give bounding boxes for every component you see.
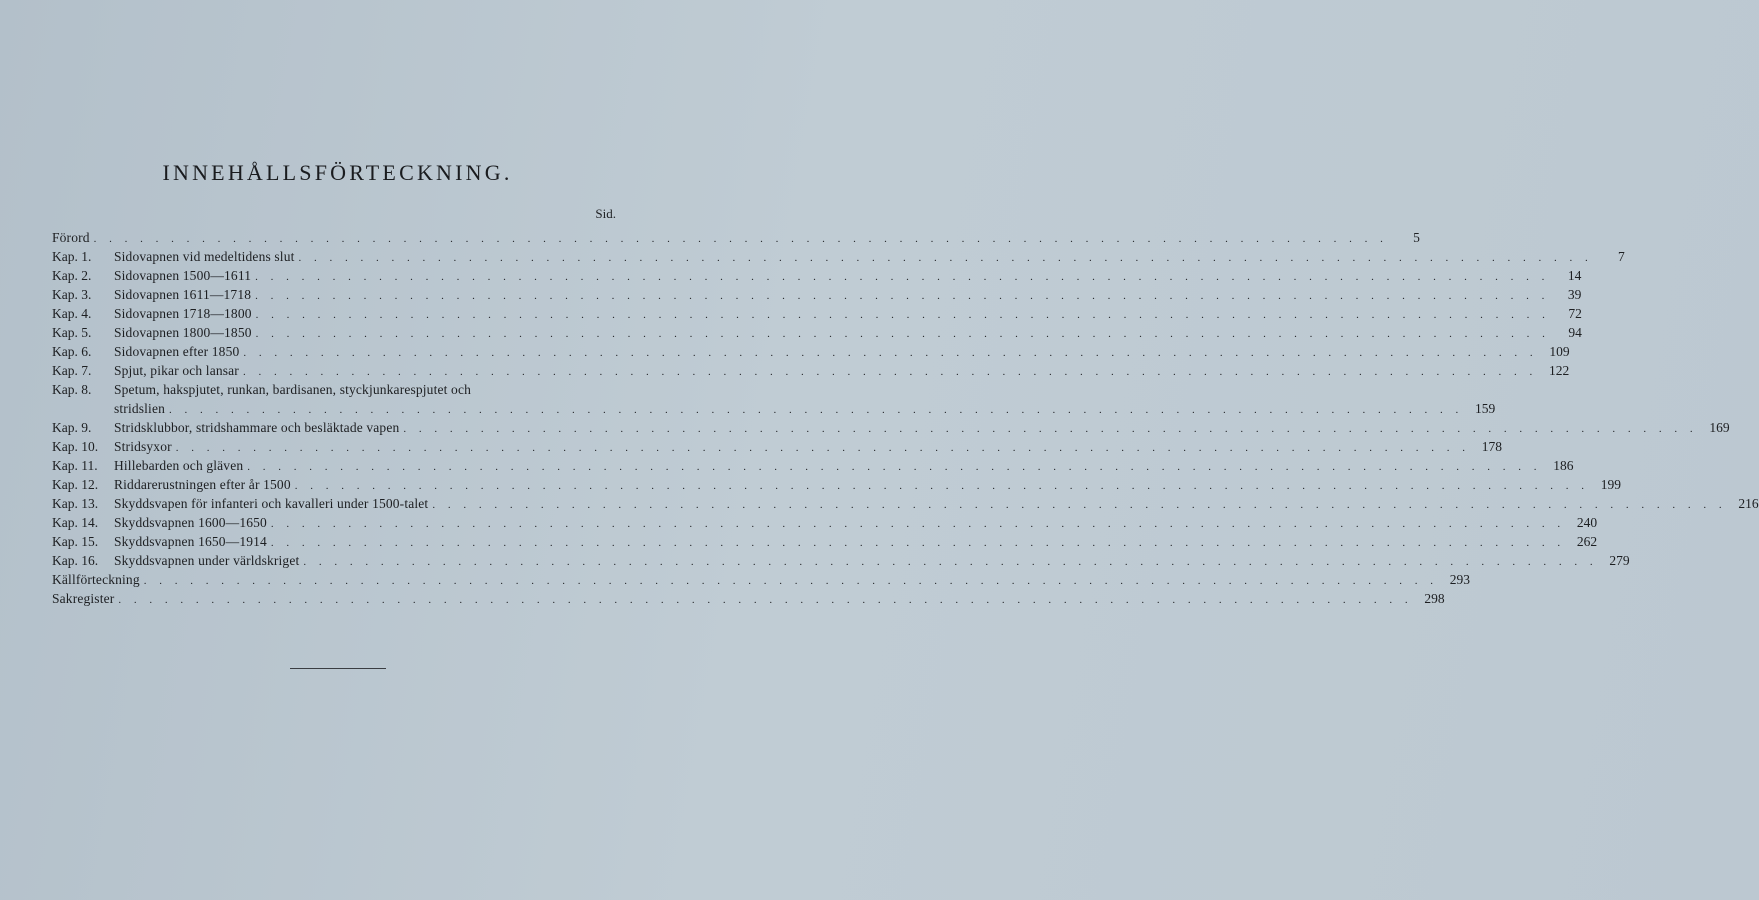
chapter-title: Förord: [52, 230, 90, 245]
chapter-title: stridslien: [114, 401, 165, 416]
page-number: 94: [1568, 325, 1582, 340]
page-column-header: Sid.: [595, 206, 616, 221]
toc-entry: [52, 589, 1445, 608]
dot-leader: . . . . . . . . . . . . . . . . . . . . . . . . . . . . . . . . . . . . . . . . . . . . . . . . . . . . . . . . . . . . . . . . . . . . . . . . . . . . . . . . . . . .: [255, 271, 1550, 283]
toc-entry: [52, 532, 1598, 551]
toc-entry: [52, 285, 1582, 304]
page-number: 199: [1600, 477, 1621, 492]
chapter-title: Spetum, hakspjutet, runkan, bardisanen, styckjunkarespjutet och: [114, 382, 471, 397]
toc-entry: [52, 456, 1574, 475]
page-number: 240: [1576, 515, 1598, 530]
table-of-contents: [52, 228, 1759, 608]
chapter-number: Kap. 6.: [52, 344, 92, 359]
dot-leader: . . . . . . . . . . . . . . . . . . . . . . . . . . . . . . . . . . . . . . . . . . . . . . . . . . . . . . . . . . . . . . . . . . . . . . . . . . . . . . . . . . . .: [255, 290, 1550, 302]
page-number: 279: [1609, 553, 1630, 568]
page-number: 293: [1449, 572, 1470, 587]
page-number: 159: [1475, 401, 1496, 416]
chapter-number: Kap. 5.: [52, 325, 92, 340]
chapter-number: Kap. 16.: [52, 553, 99, 568]
chapter-title: Sidovapnen 1611—1718: [114, 287, 252, 302]
page-number: 169: [1709, 420, 1730, 435]
chapter-title: Hillebarden och gläven: [114, 458, 244, 473]
chapter-title: Sidovapnen 1800—1850: [114, 325, 252, 340]
chapter-title: Källförteckning: [52, 572, 140, 587]
dot-leader: . . . . . . . . . . . . . . . . . . . . . . . . . . . . . . . . . . . . . . . . . . . . . . . . . . . . . . . . . . . . . . . . . . . . . . . . . . . . . . . . . . . .: [118, 594, 1413, 606]
chapter-number: Kap. 3.: [52, 287, 92, 302]
chapter-number: Kap. 11.: [52, 458, 98, 473]
chapter-number: Kap. 12.: [52, 477, 99, 492]
chapter-title: Skyddsvapen för infanteri och kavalleri under 1500-talet: [114, 496, 429, 511]
chapter-number: Kap. 1.: [52, 249, 92, 264]
dot-leader: . . . . . . . . . . . . . . . . . . . . . . . . . . . . . . . . . . . . . . . . . . . . . . . . . . . . . . . . . . . . . . . . . . . . . . . . . . . . . . . . . . . .: [270, 518, 1566, 530]
toc-entry: [52, 513, 1598, 532]
toc-entry: [52, 551, 1630, 570]
dot-leader: . . . . . . . . . . . . . . . . . . . . . . . . . . . . . . . . . . . . . . . . . . . . . . . . . . . . . . . . . . . . . . . . . . . . . . . . . . . . . . . . . . . .: [242, 366, 1538, 378]
section-divider: [290, 668, 386, 669]
toc-entry: [52, 475, 1621, 494]
dot-leader: . . . . . . . . . . . . . . . . . . . . . . . . . . . . . . . . . . . . . . . . . . . . . . . . . . . . . . . . . . . . . . . . . . . . . . . . . . . . . . . . . . . .: [169, 404, 1464, 416]
chapter-title: Skyddsvapnen 1600—1650: [114, 515, 267, 530]
dot-leader: . . . . . . . . . . . . . . . . . . . . . . . . . . . . . . . . . . . . . . . . . . . . . . . . . . . . . . . . . . . . . . . . . . . . . . . . . . . . . . . . . . . .: [255, 309, 1550, 321]
page-number: 178: [1481, 439, 1503, 454]
toc-entry: [52, 247, 1625, 266]
chapter-title: Spjut, pikar och lansar: [114, 363, 239, 378]
chapter-number: Kap. 7.: [52, 363, 92, 378]
toc-entry: [52, 399, 1496, 418]
dot-leader: . . . . . . . . . . . . . . . . . . . . . . . . . . . . . . . . . . . . . . . . . . . . . . . . . . . . . . . . . . . . . . . . . . . . . . . . . . . . . . . . . . . .: [303, 556, 1598, 568]
page-number: 72: [1568, 306, 1582, 321]
toc-entry: [52, 380, 618, 399]
dot-leader: . . . . . . . . . . . . . . . . . . . . . . . . . . . . . . . . . . . . . . . . . . . . . . . . . . . . . . . . . . . . . . . . . . . . . . . . . . . . . . . . . . . .: [247, 461, 1542, 473]
chapter-title: Sidovapnen 1500—1611: [114, 268, 252, 283]
toc-entry: [52, 266, 1582, 285]
chapter-title: Skyddsvapnen 1650—1914: [114, 534, 267, 549]
page-number: 216: [1738, 496, 1759, 511]
dot-leader: . . . . . . . . . . . . . . . . . . . . . . . . . . . . . . . . . . . . . . . . . . . . . . . . . . . . . . . . . . . . . . . . . . . . . . . . . . . . . . . . . . . .: [294, 480, 1589, 492]
page-number: 262: [1576, 534, 1598, 549]
dot-leader: . . . . . . . . . . . . . . . . . . . . . . . . . . . . . . . . . . . . . . . . . . . . . . . . . . . . . . . . . . . . . . . . . . . . . . . . . . . . . . . . . . . .: [143, 575, 1438, 587]
chapter-number: Kap. 8.: [52, 382, 92, 397]
dot-leader: . . . . . . . . . . . . . . . . . . . . . . . . . . . . . . . . . . . . . . . . . . . . . . . . . . . . . . . . . . . . . . . . . . . . . . . . . . . . . . . . . . . .: [255, 328, 1550, 340]
chapter-number: Kap. 13.: [52, 496, 99, 511]
chapter-title: Sakregister: [52, 591, 115, 606]
chapter-title: Sidovapnen 1718—1800: [114, 306, 252, 321]
toc-entry: [52, 342, 1570, 361]
chapter-title: Stridsklubbor, stridshammare och besläktade vapen: [114, 420, 400, 435]
toc-entry: [52, 361, 1570, 380]
toc-entry: [52, 437, 1503, 456]
chapter-number: Kap. 9.: [52, 420, 92, 435]
page-number: 5: [1413, 230, 1420, 245]
toc-entry: [52, 494, 1759, 513]
page-title: INNEHÅLLSFÖRTECKNING.: [162, 160, 513, 185]
page-number: 7: [1618, 249, 1625, 264]
chapter-title: Sidovapnen efter 1850: [114, 344, 240, 359]
dot-leader: . . . . . . . . . . . . . . . . . . . . . . . . . . . . . . . . . . . . . . . . . . . . . . . . . . . . . . . . . . . . . . . . . . . . . . . . . . . . . . . . . . . .: [403, 423, 1698, 435]
page-number: 39: [1567, 287, 1582, 302]
dot-leader: . . . . . . . . . . . . . . . . . . . . . . . . . . . . . . . . . . . . . . . . . . . . . . . . . . . . . . . . . . . . . . . . . . . . . . . . . . . . . . . . . . . .: [93, 233, 1388, 245]
dot-leader: . . . . . . . . . . . . . . . . . . . . . . . . . . . . . . . . . . . . . . . . . . . . . . . . . . . . . . . . . . . . . . . . . . . . . . . . . . . . . . . . . . . .: [175, 442, 1471, 454]
chapter-title: Stridsyxor: [114, 439, 172, 454]
chapter-title: Skyddsvapnen under världskriget: [114, 553, 300, 568]
toc-entry: [52, 418, 1730, 437]
dot-leader: . . . . . . . . . . . . . . . . . . . . . . . . . . . . . . . . . . . . . . . . . . . . . . . . . . . . . . . . . . . . . . . . . . . . . . . . . . . . . . . . . . . .: [270, 537, 1566, 549]
dot-leader: . . . . . . . . . . . . . . . . . . . . . . . . . . . . . . . . . . . . . . . . . . . . . . . . . . . . . . . . . . . . . . . . . . . . . . . . . . . . . . . . . . . .: [298, 252, 1593, 264]
dot-leader: . . . . . . . . . . . . . . . . . . . . . . . . . . . . . . . . . . . . . . . . . . . . . . . . . . . . . . . . . . . . . . . . . . . . . . . . . . . . . . . . . . . .: [432, 499, 1727, 511]
page-number: 122: [1548, 363, 1570, 378]
chapter-title: Sidovapnen vid medeltidens slut: [114, 249, 295, 264]
chapter-number: Kap. 15.: [52, 534, 99, 549]
toc-entry: [52, 570, 1470, 589]
page-number: 14: [1567, 268, 1582, 283]
toc-entry: [52, 304, 1582, 323]
page-number: 109: [1549, 344, 1570, 359]
dot-leader: . . . . . . . . . . . . . . . . . . . . . . . . . . . . . . . . . . . . . . . . . . . . . . . . . . . . . . . . . . . . . . . . . . . . . . . . . . . . . . . . . . . .: [243, 347, 1538, 359]
chapter-title: Riddarerustningen efter år 1500: [114, 477, 291, 492]
chapter-number: Kap. 14.: [52, 515, 99, 530]
chapter-number: Kap. 10.: [52, 439, 99, 454]
toc-entry: [52, 323, 1582, 342]
page-number: 298: [1424, 591, 1445, 606]
chapter-number: Kap. 4.: [52, 306, 92, 321]
toc-entry: [52, 228, 1420, 247]
chapter-number: Kap. 2.: [52, 268, 92, 283]
page-number: 186: [1553, 458, 1574, 473]
